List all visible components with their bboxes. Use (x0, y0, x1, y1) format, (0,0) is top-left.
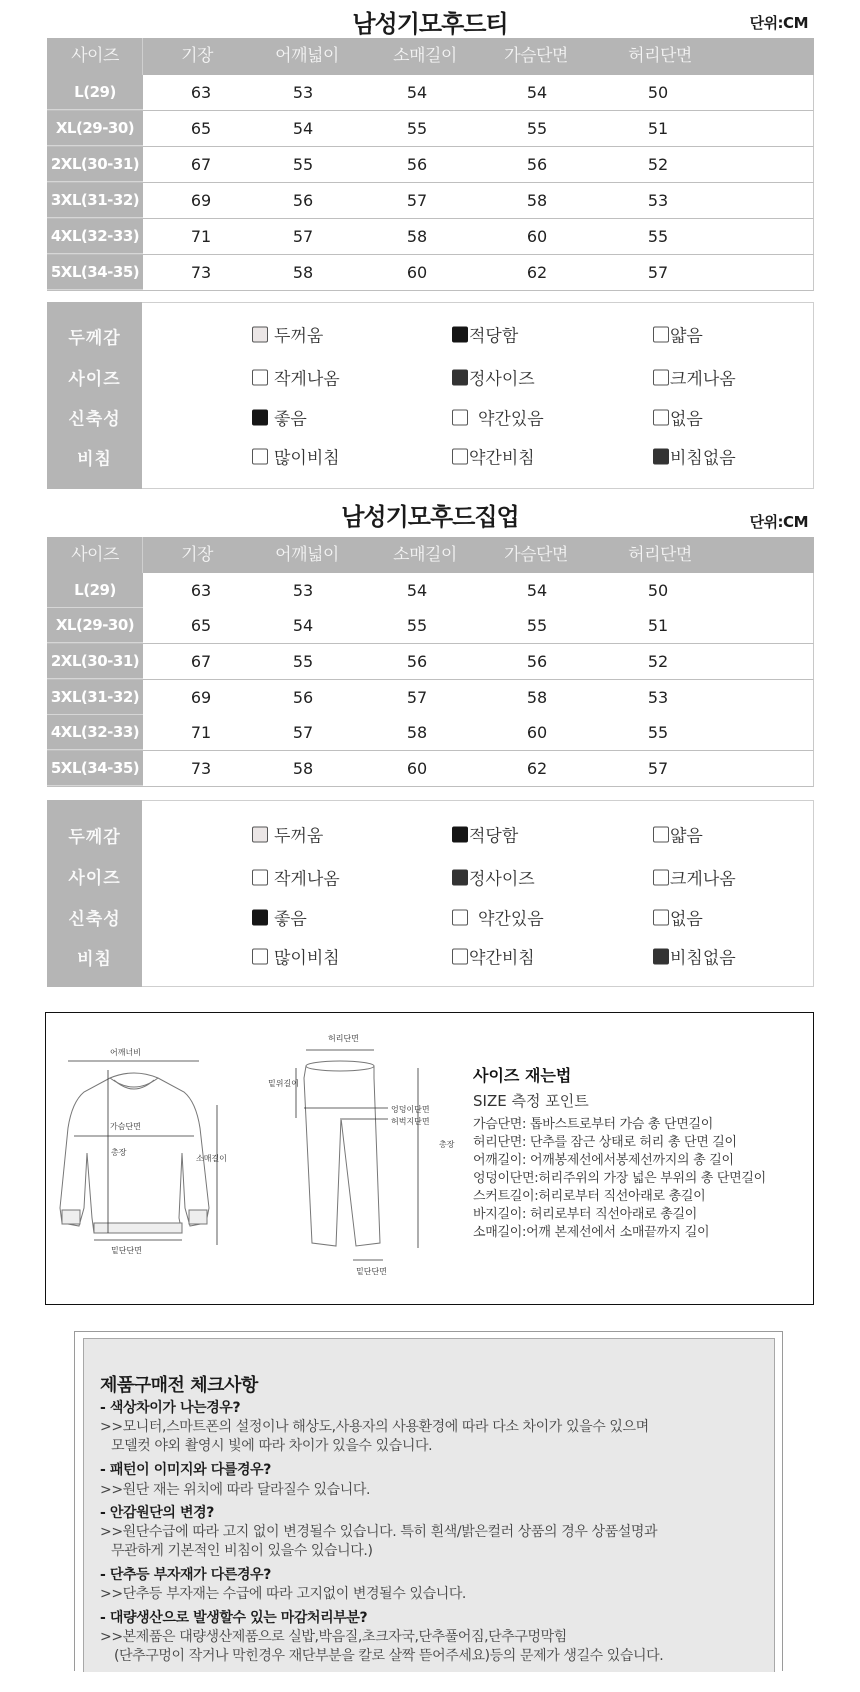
option-label: 없음 (670, 909, 703, 930)
checkbox-checked-icon (452, 869, 468, 885)
diagram-label: 밑단단면 (111, 1246, 142, 1255)
value-cell: 53 (292, 581, 314, 600)
value-cell: 65 (190, 616, 212, 635)
option-label: 좋음 (274, 409, 307, 430)
diagram-label: 엉덩이단면 (391, 1105, 430, 1114)
checkbox-icon (452, 948, 468, 964)
value-cell: 65 (190, 119, 212, 138)
feature-option (653, 822, 703, 847)
checkbox-checked-icon (452, 326, 468, 342)
value-cell: 58 (292, 263, 314, 282)
option-label: 두꺼움 (274, 826, 324, 847)
table-row (47, 680, 814, 716)
option-label: 약간있음 (478, 409, 544, 430)
value-cell: 55 (647, 227, 669, 246)
feature-option-selected (252, 405, 307, 430)
feature-option-selected (653, 444, 736, 469)
checkbox-icon (252, 326, 268, 342)
value-cell: 55 (406, 616, 428, 635)
value-cell: 56 (292, 191, 314, 210)
value-cell: 50 (647, 83, 669, 102)
checkbox-icon (653, 826, 669, 842)
feature-label-stretch: 신축성 (68, 909, 121, 930)
col-header-sleeve: 소매길이 (393, 46, 457, 66)
feature-option (653, 365, 736, 390)
diagram-label: 허벅지단면 (391, 1117, 430, 1126)
notice-answer: 모델컷 야외 촬영시 빛에 따라 차이가 있을수 있습니다. (111, 1438, 433, 1454)
feature-option (653, 405, 703, 430)
feature-option (252, 822, 323, 847)
notice-question: - 색상차이가 나는경우? (100, 1400, 241, 1416)
option-label: 약간있음 (478, 909, 544, 930)
checkbox-icon (252, 448, 268, 464)
notice-answer: >>원단 재는 위치에 따라 달라질수 있습니다. (100, 1482, 371, 1498)
value-cell: 60 (526, 723, 548, 742)
sweatshirt-illustration-icon (54, 1058, 214, 1243)
size-cell: 3XL(31-32) (50, 191, 140, 209)
notice-answer: >>본제품은 대량생산제품으로 실밥,박음질,초크자국,단추풀어짐,단추구멍막힘 (100, 1629, 567, 1645)
value-cell: 55 (526, 119, 548, 138)
feature-label-thickness: 두께감 (68, 328, 121, 349)
value-cell: 54 (406, 83, 428, 102)
table-row (47, 715, 814, 751)
value-cell: 56 (406, 652, 428, 671)
diagram-label: 가슴단면 (110, 1122, 141, 1131)
feature-option (452, 405, 544, 430)
value-cell: 63 (190, 83, 212, 102)
option-label: 적당함 (469, 326, 519, 347)
table-row (47, 255, 814, 291)
value-cell: 55 (406, 119, 428, 138)
option-label: 없음 (670, 409, 703, 430)
value-cell: 57 (406, 688, 428, 707)
table-row (47, 183, 814, 219)
value-cell: 53 (647, 688, 669, 707)
value-cell: 54 (526, 581, 548, 600)
notice-question: - 대량생산으로 발생할수 있는 마감처리부분? (100, 1610, 368, 1626)
value-cell: 69 (190, 688, 212, 707)
checkbox-checked-icon (452, 369, 468, 385)
notice-answer: (단추구멍이 작거나 막힌경우 재단부분을 칼로 살짝 뜯어주세요)등의 문제가 생길수 있습니다. (114, 1648, 664, 1664)
value-cell: 56 (526, 155, 548, 174)
value-cell: 54 (406, 581, 428, 600)
measurement-guide (45, 1012, 814, 1305)
feature-label-size: 사이즈 (68, 868, 121, 889)
feature-option (252, 944, 340, 969)
size-cell: L(29) (74, 581, 116, 599)
table-header (47, 38, 814, 75)
notice-title: 제품구매전 체크사항 (100, 1375, 258, 1396)
value-cell: 56 (292, 688, 314, 707)
value-cell: 55 (292, 652, 314, 671)
feature-option-selected (653, 944, 736, 969)
feature-option (653, 865, 736, 890)
option-label: 크게나옴 (670, 369, 736, 390)
value-cell: 60 (406, 759, 428, 778)
feature-label-size: 사이즈 (68, 369, 121, 390)
value-cell: 58 (406, 723, 428, 742)
diagram-label: 소매길이 (196, 1154, 227, 1163)
col-header-size: 사이즈 (71, 46, 119, 66)
feature-option-selected (452, 322, 518, 347)
value-cell: 58 (526, 688, 548, 707)
checkbox-icon (452, 909, 468, 925)
notice-answer: >>모니터,스마트폰의 설정이나 해상도,사용자의 사용환경에 따라 다소 차이가 있을수 있으며 (100, 1419, 649, 1435)
feature-label-column (47, 800, 142, 987)
table-row (47, 111, 814, 147)
value-cell: 57 (647, 759, 669, 778)
notice-question: - 단추등 부자재가 다른경우? (100, 1567, 271, 1583)
value-cell: 71 (190, 227, 212, 246)
sleeve-length-line-icon (214, 1105, 220, 1245)
diagram-label: 밑위길이 (268, 1079, 299, 1088)
col-header-shoulder: 어깨넓이 (275, 545, 339, 565)
table-header (47, 537, 814, 573)
value-cell: 52 (647, 652, 669, 671)
value-cell: 73 (190, 759, 212, 778)
size-cell: 2XL(30-31) (50, 155, 140, 173)
size-cell: 4XL(32-33) (50, 723, 140, 741)
value-cell: 60 (406, 263, 428, 282)
value-cell: 55 (292, 155, 314, 174)
value-cell: 62 (526, 263, 548, 282)
measure-line: 가슴단면: 톱바스트로부터 가슴 총 단면길이 (473, 1117, 714, 1132)
value-cell: 56 (406, 155, 428, 174)
value-cell: 63 (190, 581, 212, 600)
feature-option (653, 905, 703, 930)
size-cell: 5XL(34-35) (50, 263, 140, 281)
option-label: 작게나옴 (274, 369, 340, 390)
col-header-length: 기장 (181, 545, 213, 565)
col-header-shoulder: 어깨넓이 (275, 46, 339, 66)
table-row (47, 147, 814, 183)
feature-option (653, 322, 703, 347)
option-label: 정사이즈 (469, 869, 535, 890)
notice-answer: >>원단수급에 따라 고지 없이 변경될수 있습니다. 특히 흰색/밝은컬러 상품의 경우 상품설명과 (100, 1524, 658, 1540)
feature-option-selected (452, 822, 518, 847)
checkbox-icon (252, 369, 268, 385)
option-label: 비침없음 (670, 448, 736, 469)
size-cell: 3XL(31-32) (50, 688, 140, 706)
checkbox-checked-icon (452, 826, 468, 842)
feature-option (252, 365, 340, 390)
option-label: 비침없음 (670, 948, 736, 969)
checkbox-icon (252, 869, 268, 885)
feature-option-selected (252, 905, 307, 930)
value-cell: 54 (292, 119, 314, 138)
size-cell: L(29) (74, 83, 116, 101)
value-cell: 57 (292, 723, 314, 742)
checkbox-checked-icon (653, 948, 669, 964)
checkbox-checked-icon (252, 909, 268, 925)
value-cell: 69 (190, 191, 212, 210)
feature-option (452, 944, 535, 969)
feature-label-stretch: 신축성 (68, 409, 121, 430)
table-row (47, 644, 814, 680)
col-header-chest: 가슴단면 (504, 545, 568, 565)
option-label: 적당함 (469, 826, 519, 847)
value-cell: 54 (526, 83, 548, 102)
measure-line: 어깨길이: 어깨봉제선에서봉제선까지의 총 길이 (473, 1153, 734, 1168)
value-cell: 57 (647, 263, 669, 282)
value-cell: 67 (190, 652, 212, 671)
size-cell: 4XL(32-33) (50, 227, 140, 245)
value-cell: 56 (526, 652, 548, 671)
measure-heading: 사이즈 재는법 (473, 1066, 572, 1085)
option-label: 약간비침 (469, 948, 535, 969)
col-header-size: 사이즈 (71, 545, 119, 565)
option-label: 두꺼움 (274, 326, 324, 347)
feature-option (252, 444, 340, 469)
checkbox-icon (653, 326, 669, 342)
checkbox-icon (252, 948, 268, 964)
feature-label-sheerness: 비침 (77, 949, 112, 970)
size-cell: XL(29-30) (55, 616, 135, 634)
feature-option (452, 444, 535, 469)
col-header-chest: 가슴단면 (504, 46, 568, 66)
option-label: 얇음 (670, 826, 703, 847)
value-cell: 51 (647, 616, 669, 635)
value-cell: 58 (526, 191, 548, 210)
measure-line: 바지길이: 허리로부터 직선아래로 총길이 (473, 1207, 697, 1222)
option-label: 정사이즈 (469, 369, 535, 390)
feature-option-selected (452, 365, 535, 390)
feature-option-selected (452, 865, 535, 890)
option-label: 많이비침 (274, 448, 340, 469)
table-row (47, 75, 814, 111)
table-row (47, 573, 814, 609)
option-label: 약간비침 (469, 448, 535, 469)
option-label: 많이비침 (274, 948, 340, 969)
table-row (47, 608, 814, 644)
notice-question: - 안감원단의 변경? (100, 1505, 214, 1521)
value-cell: 52 (647, 155, 669, 174)
product-title: 남성기모후드티 (352, 10, 508, 38)
unit-label: 단위:CM (749, 14, 808, 32)
measure-line: 엉덩이단면:허리주위의 가장 넓은 부위의 총 단면길이 (473, 1171, 766, 1186)
col-header-waist: 허리단면 (628, 545, 692, 565)
col-header-sleeve: 소매길이 (393, 545, 457, 565)
checkbox-checked-icon (252, 409, 268, 425)
checkbox-icon (452, 448, 468, 464)
unit-label: 단위:CM (749, 513, 808, 531)
value-cell: 57 (406, 191, 428, 210)
checkbox-icon (252, 826, 268, 842)
purchase-notice (74, 1331, 783, 1671)
measure-line: 허리단면: 단추를 잠근 상태로 허리 총 단면 길이 (473, 1135, 737, 1150)
col-header-length: 기장 (181, 46, 213, 66)
size-cell: 2XL(30-31) (50, 652, 140, 670)
value-cell: 54 (292, 616, 314, 635)
option-label: 작게나옴 (274, 869, 340, 890)
col-header-waist: 허리단면 (628, 46, 692, 66)
value-cell: 53 (292, 83, 314, 102)
checkbox-icon (653, 909, 669, 925)
diagram-label: 허리단면 (328, 1034, 359, 1043)
value-cell: 50 (647, 581, 669, 600)
value-cell: 58 (292, 759, 314, 778)
value-cell: 55 (526, 616, 548, 635)
value-cell: 51 (647, 119, 669, 138)
pants-illustration-icon (268, 1038, 438, 1278)
checkbox-checked-icon (653, 448, 669, 464)
option-label: 좋음 (274, 909, 307, 930)
table-row (47, 219, 814, 255)
measure-subheading: SIZE 측정 포인트 (473, 1092, 589, 1110)
feature-option (452, 905, 544, 930)
product-title: 남성기모후드집업 (341, 503, 519, 531)
diagram-label: 총장 (439, 1140, 455, 1149)
value-cell: 73 (190, 263, 212, 282)
notice-answer: 무관하게 기본적인 비침이 있을수 있습니다.) (111, 1543, 373, 1559)
measure-instructions (473, 1063, 766, 1242)
measure-line: 소매길이:어깨 본제선에서 소매끝까지 길이 (473, 1225, 710, 1240)
feature-label-thickness: 두께감 (68, 827, 121, 848)
notice-question: - 패턴이 이미지와 다를경우? (100, 1462, 271, 1478)
feature-label-sheerness: 비침 (77, 449, 112, 470)
feature-box (47, 302, 814, 489)
value-cell: 57 (292, 227, 314, 246)
size-cell: 5XL(34-35) (50, 759, 140, 777)
notice-answer: >>단추등 부자재는 수급에 따라 고지없이 변경될수 있습니다. (100, 1586, 466, 1602)
value-cell: 71 (190, 723, 212, 742)
notice-panel (83, 1338, 775, 1672)
value-cell: 60 (526, 227, 548, 246)
value-cell: 62 (526, 759, 548, 778)
diagram-label: 총장 (111, 1148, 127, 1157)
feature-box (47, 800, 814, 987)
value-cell: 67 (190, 155, 212, 174)
table-row (47, 751, 814, 787)
checkbox-icon (452, 409, 468, 425)
checkbox-icon (653, 369, 669, 385)
measure-line: 스커트길이:허리로부터 직선아래로 총길이 (473, 1189, 706, 1204)
size-cell: XL(29-30) (55, 119, 135, 137)
option-label: 얇음 (670, 326, 703, 347)
value-cell: 55 (647, 723, 669, 742)
feature-label-column (47, 302, 142, 489)
checkbox-icon (653, 409, 669, 425)
diagram-label: 어깨너비 (110, 1048, 141, 1057)
value-cell: 53 (647, 191, 669, 210)
feature-option (252, 322, 323, 347)
checkbox-icon (653, 869, 669, 885)
feature-option (252, 865, 340, 890)
value-cell: 58 (406, 227, 428, 246)
option-label: 크게나옴 (670, 869, 736, 890)
diagram-label: 밑단단면 (356, 1267, 387, 1276)
